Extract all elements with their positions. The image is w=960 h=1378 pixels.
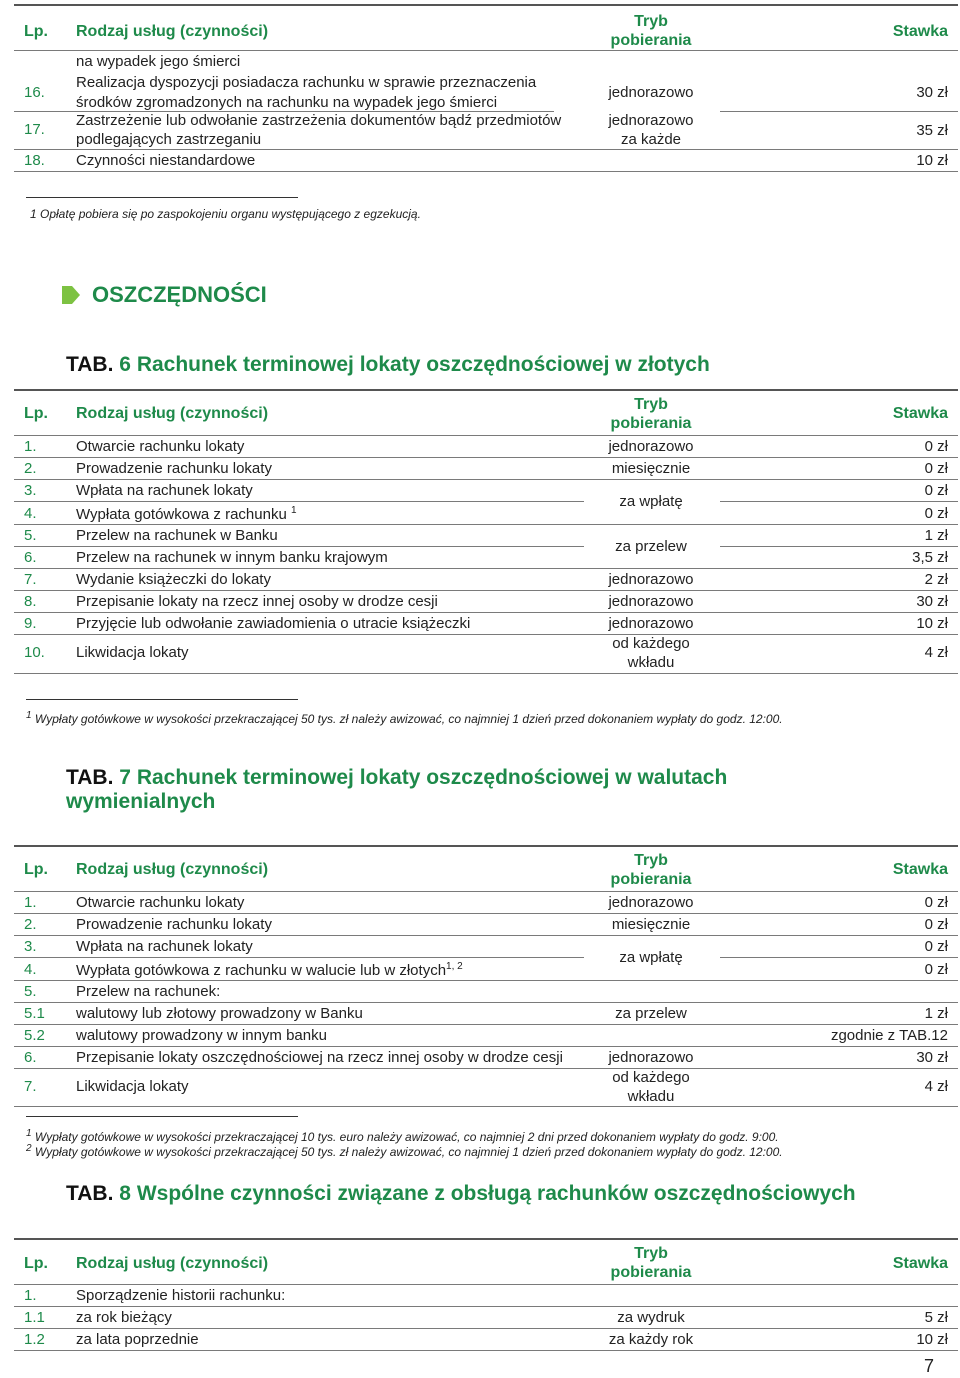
footnote: $^1$ Wypłaty gotówkowe w wysokości przekraczającej 10 tys. euro należy awizować, co najmniej 2 dni przed dokonaniem wypłaty do godz. 9:00. bbox=[26, 1128, 779, 1144]
row-rule bbox=[14, 568, 958, 569]
row-rule bbox=[720, 501, 958, 502]
tab6-title: TAB. 6 Rachunek terminowej lokaty oszczędnościowej w złotych bbox=[66, 353, 710, 376]
row-mode: miesięcznie bbox=[611, 916, 691, 933]
row-mode: jednorazowo bbox=[608, 112, 694, 129]
row-rate: 5 zł bbox=[924, 1309, 948, 1326]
row-rule bbox=[14, 1002, 958, 1003]
row-rate: 3,5 zł bbox=[912, 549, 948, 566]
row-rate: 30 zł bbox=[916, 84, 948, 101]
row-mode: jednorazowo bbox=[608, 1049, 694, 1066]
row-text: Wypłata gotówkowa z rachunku w walucie lub w złotych$^{1, 2}$ bbox=[76, 961, 463, 979]
col-header-rate: Stawka bbox=[892, 1255, 948, 1272]
row-text: Likwidacja lokaty bbox=[76, 644, 189, 661]
row-text: na wypadek jego śmierci bbox=[76, 53, 241, 70]
header-rule bbox=[14, 1284, 958, 1285]
merged-mode-deposit: za wpłatę bbox=[619, 949, 683, 966]
row-lp: 6. bbox=[24, 1049, 37, 1066]
row-rate: 1 zł bbox=[924, 1005, 948, 1022]
row-mode: wkładu bbox=[627, 654, 675, 671]
header-rule bbox=[14, 50, 958, 51]
col-header-lp: Lp. bbox=[24, 861, 48, 878]
row-rate: 10 zł bbox=[916, 615, 948, 632]
row-lp: 3. bbox=[24, 938, 37, 955]
row-mode: za przelew bbox=[615, 1005, 687, 1022]
row-lp: 1. bbox=[24, 438, 37, 455]
row-lp: 2. bbox=[24, 916, 37, 933]
row-text: Prowadzenie rachunku lokaty bbox=[76, 916, 272, 933]
row-rule bbox=[14, 1106, 958, 1107]
row-text: Sporządzenie historii rachunku: bbox=[76, 1287, 286, 1304]
row-rate: 4 zł bbox=[924, 1078, 948, 1095]
row-lp: 1. bbox=[24, 894, 37, 911]
col-header-mode-1: Tryb bbox=[634, 396, 668, 413]
row-lp: 2. bbox=[24, 460, 37, 477]
row-rule bbox=[14, 612, 958, 613]
col-header-rate: Stawka bbox=[892, 861, 948, 878]
row-text: Czynności niestandardowe bbox=[76, 152, 256, 169]
merged-mode-transfer: za przelew bbox=[615, 538, 687, 555]
col-header-mode-1: Tryb bbox=[634, 852, 668, 869]
tab7-title: TAB. 7 Rachunek terminowej lokaty oszczędnościowej w walutach wymienialnych bbox=[66, 766, 728, 813]
row-text: walutowy prowadzony w innym banku bbox=[76, 1027, 327, 1044]
row-mode: jednorazowo bbox=[608, 894, 694, 911]
header-rule bbox=[14, 891, 958, 892]
row-rate: 10 zł bbox=[916, 152, 948, 169]
row-rule bbox=[14, 634, 958, 635]
row-lp: 5. bbox=[24, 527, 37, 544]
row-text: Przyjęcie lub odwołanie zawiadomienia o utracie książeczki bbox=[76, 615, 471, 632]
tab8-title: TAB. 8 Wspólne czynności związane z obsługą rachunków oszczędnościowych bbox=[66, 1182, 856, 1205]
row-text: za rok bieżący bbox=[76, 1309, 172, 1326]
row-rate: 4 zł bbox=[924, 644, 948, 661]
row-lp: 18. bbox=[24, 152, 45, 169]
footnote-rule bbox=[26, 1116, 298, 1117]
col-header-mode-2: pobierania bbox=[610, 415, 692, 432]
row-text: Przepisanie lokaty na rzecz innej osoby w drodze cesji bbox=[76, 593, 438, 610]
row-rule bbox=[14, 1306, 958, 1307]
col-header-lp: Lp. bbox=[24, 1255, 48, 1272]
page-number: 7 bbox=[923, 1356, 934, 1376]
col-header-lp: Lp. bbox=[24, 405, 48, 422]
row-rate: zgodnie z TAB.12 bbox=[830, 1027, 948, 1044]
row-mode: jednorazowo bbox=[608, 593, 694, 610]
row-rule bbox=[14, 590, 958, 591]
row-rule bbox=[14, 980, 958, 981]
row-mode: jednorazowo bbox=[608, 84, 694, 101]
row-lp: 4. bbox=[24, 505, 37, 522]
row-mode: od każdego bbox=[612, 635, 690, 652]
row-text: Realizacja dyspozycji posiadacza rachunku w sprawie przeznaczenia bbox=[76, 74, 537, 91]
row-mode: jednorazowo bbox=[608, 438, 694, 455]
row-text: podlegających zastrzeganiu bbox=[76, 131, 262, 148]
row-text: Wpłata na rachunek lokaty bbox=[76, 938, 253, 955]
row-text: Likwidacja lokaty bbox=[76, 1078, 189, 1095]
row-rule bbox=[14, 546, 584, 547]
row-text: Przelew na rachunek w Banku bbox=[76, 527, 278, 544]
row-mode: miesięcznie bbox=[611, 460, 691, 477]
row-rule bbox=[14, 501, 584, 502]
row-mode: za wydruk bbox=[617, 1309, 685, 1326]
row-rate: 0 zł bbox=[924, 961, 948, 978]
row-mode: za każde bbox=[620, 131, 682, 148]
row-rate: 35 zł bbox=[916, 122, 948, 139]
row-lp: 9. bbox=[24, 615, 37, 632]
header-rule bbox=[14, 435, 958, 436]
row-text: Otwarcie rachunku lokaty bbox=[76, 438, 245, 455]
col-header-mode-2: pobierania bbox=[610, 32, 692, 49]
row-rule bbox=[14, 457, 958, 458]
row-rule bbox=[14, 1350, 958, 1351]
row-lp: 4. bbox=[24, 961, 37, 978]
section-title: OSZCZĘDNOŚCI bbox=[92, 282, 267, 307]
footnote-rule bbox=[26, 699, 298, 700]
row-mode: za każdy rok bbox=[608, 1331, 694, 1348]
row-rate: 0 zł bbox=[924, 894, 948, 911]
footnote-rule bbox=[26, 197, 298, 198]
row-text: walutowy lub złotowy prowadzony w Banku bbox=[76, 1005, 363, 1022]
row-lp: 7. bbox=[24, 571, 37, 588]
section-heading bbox=[62, 282, 267, 308]
row-text: za lata poprzednie bbox=[76, 1331, 199, 1348]
row-text: Wpłata na rachunek lokaty bbox=[76, 482, 253, 499]
row-rule bbox=[14, 913, 958, 914]
row-rule bbox=[720, 957, 958, 958]
row-rate: 0 zł bbox=[924, 916, 948, 933]
row-rule bbox=[14, 935, 958, 936]
row-text: Wypłata gotówkowa z rachunku $^1$ bbox=[76, 505, 297, 523]
row-rule bbox=[14, 1328, 958, 1329]
col-header-rate: Stawka bbox=[892, 23, 948, 40]
row-text: Wydanie książeczki do lokaty bbox=[76, 571, 271, 588]
row-rule bbox=[720, 111, 958, 112]
row-text: Zastrzeżenie lub odwołanie zastrzeżenia dokumentów bądź przedmiotów bbox=[76, 112, 562, 129]
row-text: Prowadzenie rachunku lokaty bbox=[76, 460, 272, 477]
col-header-rate: Stawka bbox=[892, 405, 948, 422]
row-mode: wkładu bbox=[627, 1088, 675, 1105]
row-rate: 30 zł bbox=[916, 593, 948, 610]
col-header-mode-2: pobierania bbox=[610, 871, 692, 888]
row-rate: 0 zł bbox=[924, 505, 948, 522]
col-header-service: Rodzaj usług (czynności) bbox=[76, 1255, 269, 1272]
row-rate: 0 zł bbox=[924, 938, 948, 955]
row-rate: 0 zł bbox=[924, 460, 948, 477]
row-lp: 10. bbox=[24, 644, 45, 661]
row-mode: jednorazowo bbox=[608, 571, 694, 588]
row-text: Przelew na rachunek: bbox=[76, 983, 221, 1000]
row-lp: 8. bbox=[24, 593, 37, 610]
row-lp: 6. bbox=[24, 549, 37, 566]
footnote: 1 Opłatę pobiera się po zaspokojeniu organu występującego z egzekucją. bbox=[30, 207, 421, 221]
merged-mode-deposit: za wpłatę bbox=[619, 493, 683, 510]
row-lp: 5. bbox=[24, 983, 37, 1000]
row-mode: od każdego bbox=[612, 1069, 690, 1086]
row-rule bbox=[14, 171, 958, 172]
row-lp: 1.1 bbox=[24, 1309, 45, 1326]
row-text: Otwarcie rachunku lokaty bbox=[76, 894, 245, 911]
row-rate: 1 zł bbox=[924, 527, 948, 544]
col-header-mode-1: Tryb bbox=[634, 13, 668, 30]
row-lp: 5.1 bbox=[24, 1005, 45, 1022]
table-top-rule bbox=[14, 389, 958, 391]
row-lp: 1. bbox=[24, 1287, 37, 1304]
row-rate: 30 zł bbox=[916, 1049, 948, 1066]
row-lp: 3. bbox=[24, 482, 37, 499]
row-text: środków zgromadzonych na rachunku na wypadek jego śmierci bbox=[76, 94, 498, 111]
row-lp: 7. bbox=[24, 1078, 37, 1095]
footnote: $^1$ Wypłaty gotówkowe w wysokości przekraczającej 50 tys. zł należy awizować, co najmniej 1 dzień przed dokonaniem wypłaty do godz. 12:00. bbox=[26, 710, 783, 726]
col-header-service: Rodzaj usług (czynności) bbox=[76, 23, 269, 40]
row-rate: 0 zł bbox=[924, 438, 948, 455]
col-header-service: Rodzaj usług (czynności) bbox=[76, 861, 269, 878]
row-rule bbox=[14, 149, 958, 150]
row-text: Przelew na rachunek w innym banku krajowym bbox=[76, 549, 388, 566]
section-arrow-icon bbox=[62, 286, 80, 304]
col-header-lp: Lp. bbox=[24, 23, 48, 40]
row-lp: 5.2 bbox=[24, 1027, 45, 1044]
table-top-rule bbox=[14, 1238, 958, 1240]
col-header-service: Rodzaj usług (czynności) bbox=[76, 405, 269, 422]
row-lp: 16. bbox=[24, 84, 45, 101]
row-rule bbox=[14, 957, 584, 958]
row-rule bbox=[14, 1046, 958, 1047]
row-rule bbox=[14, 479, 958, 480]
row-text: Przepisanie lokaty oszczędnościowej na rzecz innej osoby w drodze cesji bbox=[76, 1049, 563, 1066]
row-mode: jednorazowo bbox=[608, 615, 694, 632]
row-rule bbox=[14, 1068, 958, 1069]
row-rule bbox=[14, 1024, 958, 1025]
col-header-mode-1: Tryb bbox=[634, 1245, 668, 1262]
footnote: $^2$ Wypłaty gotówkowe w wysokości przekraczającej 50 tys. zł należy awizować, co najmniej 1 dzień przed dokonaniem wypłaty do godz. 12:00. bbox=[26, 1143, 783, 1159]
row-rate: 10 zł bbox=[916, 1331, 948, 1348]
row-rule bbox=[720, 546, 958, 547]
col-header-mode-2: pobierania bbox=[610, 1264, 692, 1281]
row-rule bbox=[14, 673, 958, 674]
table-top-rule bbox=[14, 4, 958, 6]
row-lp: 17. bbox=[24, 121, 45, 138]
row-rule bbox=[14, 524, 958, 525]
table-top-rule bbox=[14, 845, 958, 847]
row-lp: 1.2 bbox=[24, 1331, 45, 1348]
row-rate: 0 zł bbox=[924, 482, 948, 499]
row-rate: 2 zł bbox=[924, 571, 948, 588]
